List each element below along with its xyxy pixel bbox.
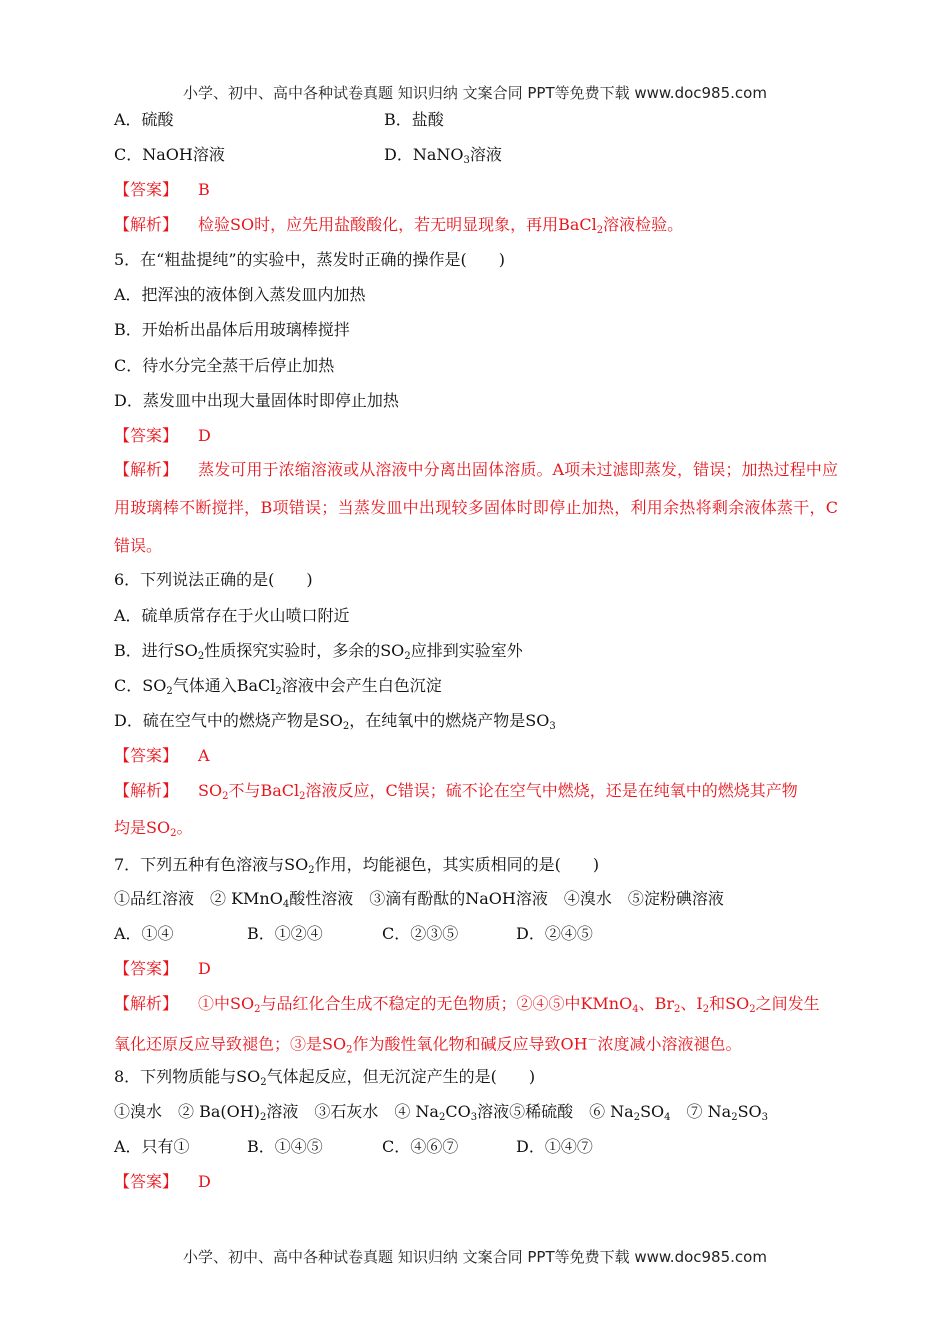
answer-label: 【答案】 [114, 180, 179, 199]
q8-answer: 【答案】 D [114, 1172, 211, 1191]
q8-option-b: B．①④⑤ [247, 1137, 323, 1156]
q6-option-d: D．硫在空气中的燃烧产物是$SO_2$，在纯氧中的燃烧产物是$SO_3$ [114, 711, 556, 732]
q8-items: ①溴水 ② $Ba(OH)_2$溶液 ③石灰水 ④ $Na_2CO_3$溶液⑤稀硫酸 ⑥ $Na_2SO_4$ ⑦ $Na_2SO_3$ [114, 1102, 769, 1123]
q6-analysis-line1: 【解析】 $SO_2$不与BaCl$_2$溶液反应，C错误；硫不论在空气中燃烧，还是在纯氧中的燃烧其产物 [114, 781, 798, 802]
q5-answer: 【答案】 D [114, 426, 211, 445]
q7-items: ①品红溶液 ② KMnO$_4$酸性溶液 ③滴有酚酞的NaOH溶液 ④溴水 ⑤淀粉碘溶液 [114, 889, 724, 910]
q7-option-b: B．①②④ [247, 924, 323, 943]
q6-analysis-line2: 均是$SO_2$。 [114, 818, 193, 839]
q6-option-b: B．进行$SO_2$性质探究实验时，多余的$SO_2$应排到实验室外 [114, 641, 523, 662]
answer-label: 【答案】 [114, 1172, 179, 1191]
q4-option-c: C．NaOH溶液 [114, 145, 225, 164]
q4-answer: 【答案】 B [114, 180, 210, 199]
q7-answer: 【答案】 D [114, 959, 211, 978]
q8-option-a: A．只有① [114, 1137, 190, 1156]
analysis-label: 【解析】 [114, 781, 179, 800]
q7-option-c: C．②③⑤ [382, 924, 459, 943]
analysis-label: 【解析】 [114, 215, 179, 234]
q6-option-c: C．$SO_2$气体通入BaCl$_2$溶液中会产生白色沉淀 [114, 676, 442, 697]
q6-stem: 6．下列说法正确的是( ) [114, 570, 313, 589]
q7-options [114, 924, 593, 944]
q4-option-a: A．硫酸 [114, 110, 174, 129]
q4-analysis: 【解析】 检验SO时，应先用盐酸酸化，若无明显现象，再用BaCl$_2$溶液检验。 [114, 215, 684, 236]
analysis-label: 【解析】 [114, 460, 179, 479]
q5-analysis: 【解析】 蒸发可用于浓缩溶液或从溶液中分离出固体溶质。A项未过滤即蒸发，错误；加热过程中应用玻璃棒不断搅拌，B项错误；当蒸发皿中出现较多固体时即停止加热，利用余热将剩余液体蒸干，C错误。 [114, 451, 838, 565]
q5-option-b: B．开始析出晶体后用玻璃棒搅拌 [114, 320, 350, 339]
q4-option-d: D．NaNO$_3$溶液 [384, 145, 502, 166]
q5-option-a: A．把浑浊的液体倒入蒸发皿内加热 [114, 285, 366, 304]
answer-label: 【答案】 [114, 959, 179, 978]
page-footer: 小学、初中、高中各种试卷真题 知识归纳 文案合同 PPT等免费下载 www.doc985.com [183, 1248, 767, 1266]
q5-option-d: D．蒸发皿中出现大量固体时即停止加热 [114, 391, 399, 410]
answer-label: 【答案】 [114, 746, 179, 765]
q8-options [114, 1137, 593, 1157]
q4-option-b: B．盐酸 [384, 110, 444, 129]
analysis-label: 【解析】 [114, 994, 179, 1013]
q8-stem: 8．下列物质能与$SO_2$气体起反应，但无沉淀产生的是( ) [114, 1067, 536, 1088]
q5-option-c: C．待水分完全蒸干后停止加热 [114, 356, 335, 375]
q8-option-c: C．④⑥⑦ [382, 1137, 459, 1156]
q5-stem: 5．在“粗盐提纯”的实验中，蒸发时正确的操作是( ) [114, 250, 506, 269]
q6-answer: 【答案】 A [114, 746, 210, 765]
answer-label: 【答案】 [114, 426, 179, 445]
q7-analysis-line2: 氧化还原反应导致褪色；③是$SO_2$作为酸性氧化物和碱反应导致OH－浓度减小溶液褪色。 [114, 1034, 742, 1056]
q7-analysis-line1: 【解析】 ①中$SO_2$与品红化合生成不稳定的无色物质；②④⑤中KMnO$_4$、$Br_2$、$I_2$和$SO_2$之间发生 [114, 994, 820, 1015]
q8-option-d: D．①④⑦ [516, 1137, 593, 1156]
q6-option-a: A．硫单质常存在于火山喷口附近 [114, 606, 350, 625]
q7-stem: 7．下列五种有色溶液与$SO_2$作用，均能褪色，其实质相同的是( ) [114, 855, 600, 876]
q7-option-d: D．②④⑤ [516, 924, 593, 943]
page-header: 小学、初中、高中各种试卷真题 知识归纳 文案合同 PPT等免费下载 www.doc985.com [183, 84, 767, 102]
q7-option-a: A．①④ [114, 924, 174, 943]
